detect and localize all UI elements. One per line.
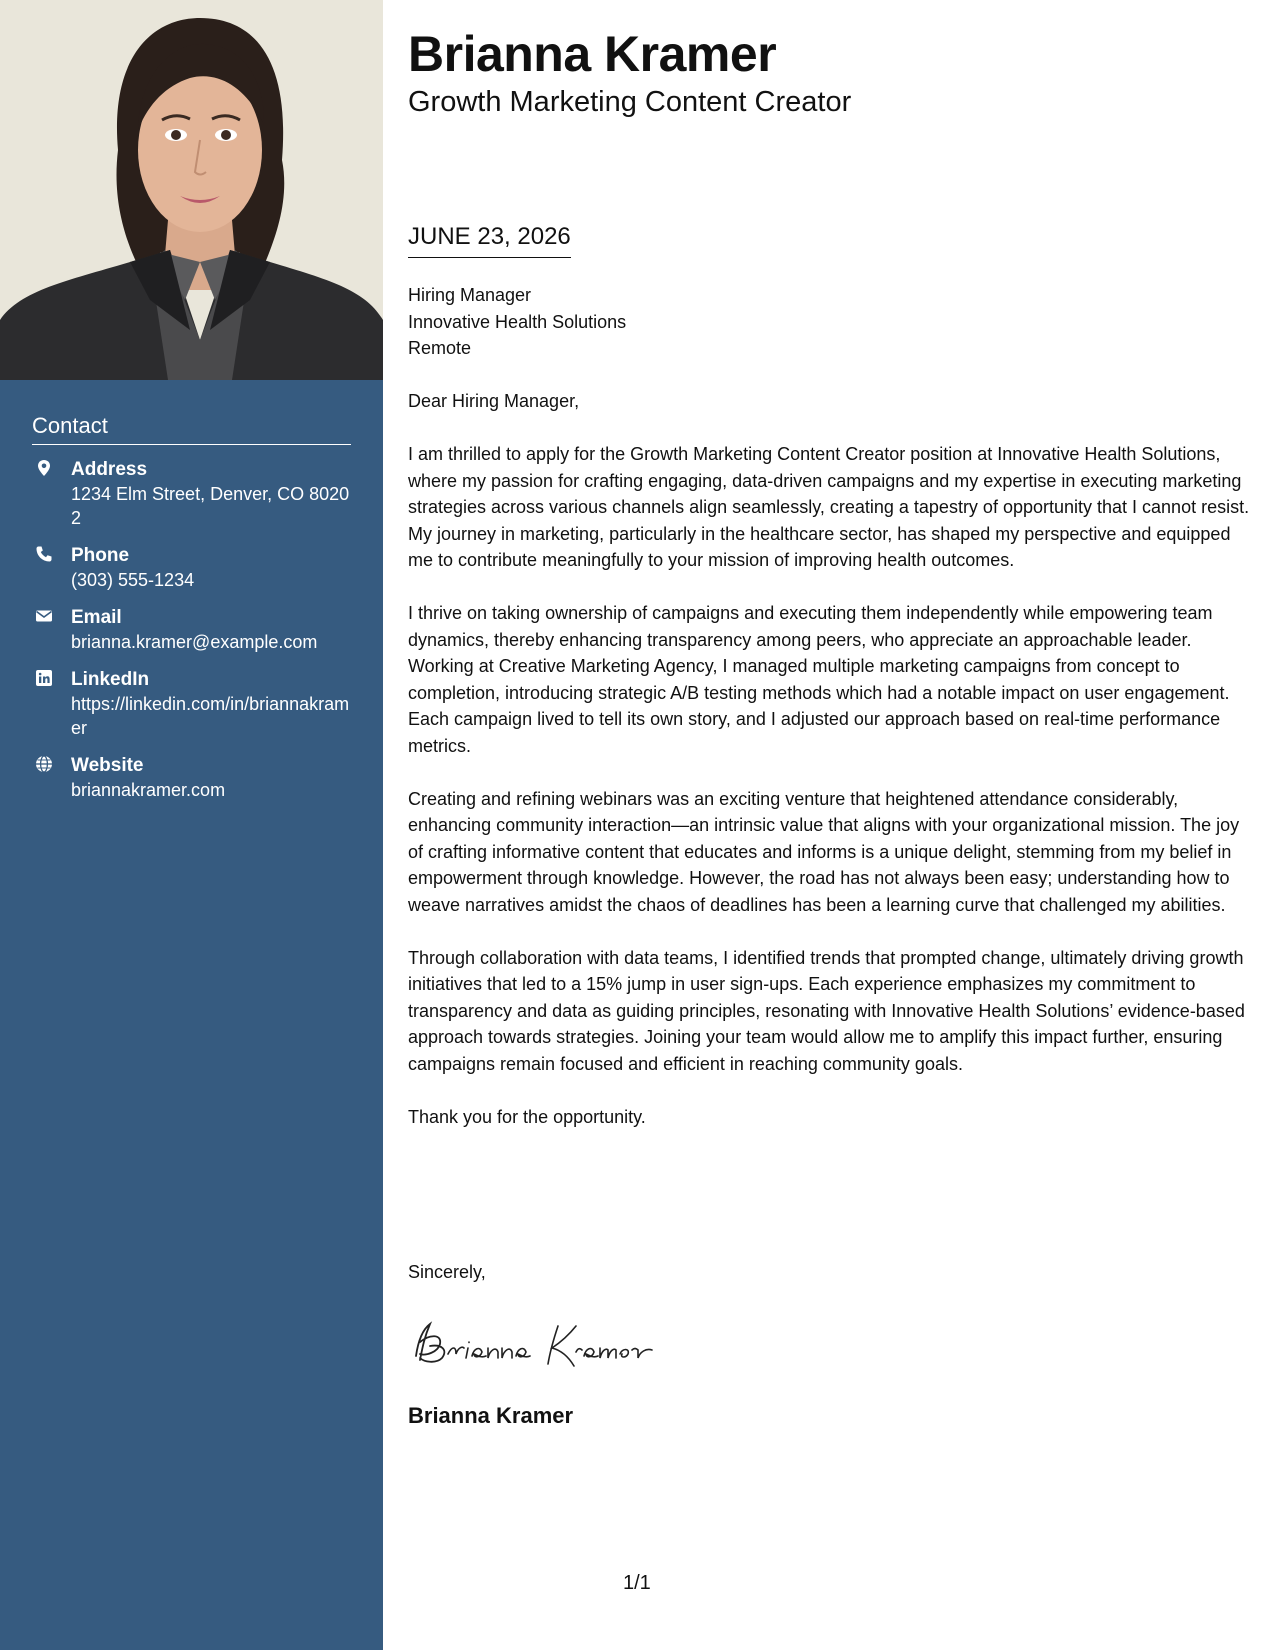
signature-image [408,1312,678,1372]
portrait-image [0,0,383,380]
letter-paragraph: Thank you for the opportunity. [408,1106,646,1127]
linkedin-value[interactable]: https://linkedin.com/in/briannakramer [71,694,350,738]
linkedin-label: LinkedIn [71,669,150,690]
phone-icon [35,545,53,563]
letter-paragraph: I thrive on taking ownership of campaigns and executing them independently while empowering team dynamics, thereby enhancing transparency among peers, who appreciate an approachable leader. Working at Creative Marketing Agency, I managed multiple marketing campaigns from concept to completion, introducing strategic A/B testing methods which had a notable impact on user engagement. Each campaign lived to tell its own story, and I adjusted our approach based on real-time performance metrics. [408,603,1230,756]
phone-value[interactable]: (303) 555-1234 [71,570,195,590]
closing: Sincerely, [408,1262,486,1282]
recipient-line: Hiring Manager [408,285,532,305]
email-label: Email [71,607,122,628]
salutation: Dear Hiring Manager, [408,391,580,411]
address-value: 1234 Elm Street, Denver, CO 80202 [71,484,350,528]
recipient-block [408,282,626,362]
handwritten-signature [408,1312,678,1377]
contact-email [32,605,351,654]
applicant-name: Brianna Kramer [408,26,777,82]
letter-body [408,388,1250,1157]
profile-photo [0,0,383,380]
letter-date: JUNE 23, 2026 [408,222,571,258]
letter-paragraph: Through collaboration with data teams, I identified trends that prompted change, ultimately driving growth initiatives that led to a 15% jump in user sign-ups. Each experience emphasizes my commitment to transparency and data as guiding principles, resonating with Innovative Health Solutions’ evidence-based approach towards strategies. Joining your team would allow me to amplify this impact further, ensuring campaigns remain focused and efficient in reaching community goals. [408,947,1245,1074]
phone-label: Phone [71,545,130,566]
contact-heading: Contact [32,412,351,445]
applicant-title: Growth Marketing Content Creator [408,86,852,118]
recipient-line: Innovative Health Solutions [408,311,627,332]
sidebar [0,0,383,1650]
location-pin-icon [35,459,53,477]
website-value[interactable]: briannakramer.com [71,780,226,800]
linkedin-icon [35,669,53,687]
website-label: Website [71,755,144,776]
contact-phone [32,543,351,592]
letter-paragraph: Creating and refining webinars was an exciting venture that heightened attendance considerably, enhancing community interaction—an intrinsic value that aligns with your organizational mission. The joy of crafting informative content that educates and informs is a unique delight, stemming from my belief in empowerment through knowledge. However, the road has not always been easy; understanding how to weave narratives amidst the chaos of deadlines has been a learning curve that challenged my abilities. [408,788,1240,915]
letter-paragraph: I am thrilled to apply for the Growth Marketing Content Creator position at Innovative Health Solutions, where my passion for crafting engaging, data-driven campaigns and my expertise in executing marketing strategies across various channels align seamlessly, creating a tapestry of opportunity that I cannot resist. My journey in marketing, particularly in the healthcare sector, has shaped my perspective and equipped me to contribute meaningfully to your mission of improving health outcomes. [408,444,1250,570]
signer-name: Brianna Kramer [408,1403,574,1428]
page-number: 1/1 [623,1572,651,1594]
contact-section [32,412,351,815]
contact-linkedin [32,667,351,740]
contact-website [32,753,351,802]
recipient-line: Remote [408,338,472,358]
contact-address [32,457,351,530]
envelope-icon [35,607,53,625]
address-label: Address [71,459,148,480]
email-value[interactable]: brianna.kramer@example.com [71,632,318,652]
globe-icon [35,755,53,773]
